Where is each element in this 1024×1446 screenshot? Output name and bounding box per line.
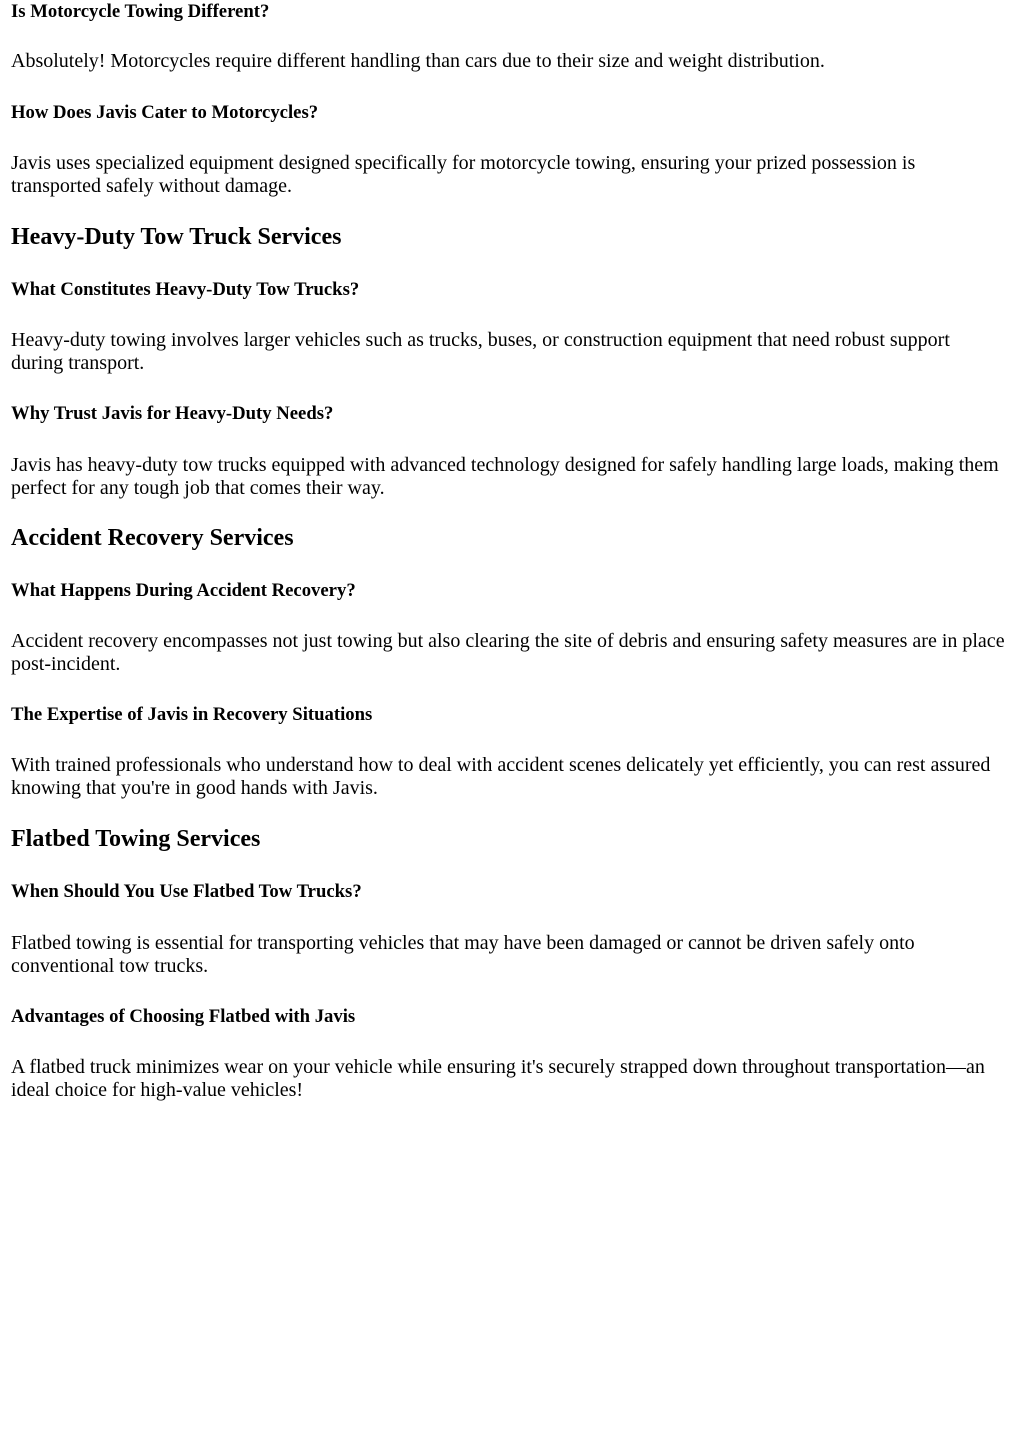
section-heading-flatbed: Flatbed Towing Services bbox=[11, 826, 261, 852]
answer-text-motorcycle-different: Absolutely! Motorcycles require different handling than cars due to their size and weight distribution. bbox=[11, 50, 825, 72]
question-heading-flatbed-when: When Should You Use Flatbed Tow Trucks? bbox=[11, 881, 362, 902]
answer-text-flatbed-advantages: A flatbed truck minimizes wear on your vehicle while ensuring it's securely strapped down throughout transportation—an ideal choice for high-value vehicles! bbox=[11, 1056, 985, 1101]
question-heading-heavy-duty-constitutes: What Constitutes Heavy-Duty Tow Trucks? bbox=[11, 279, 360, 300]
answer-text-accident-recovery: Accident recovery encompasses not just towing but also clearing the site of debris and ensuring safety measures are in place post-incident. bbox=[11, 630, 1005, 675]
question-heading-javis-expertise: The Expertise of Javis in Recovery Situations bbox=[11, 704, 373, 725]
answer-text-javis-motorcycles: Javis uses specialized equipment designed specifically for motorcycle towing, ensuring your prized possession is transported safely without damage. bbox=[11, 152, 916, 197]
question-heading-javis-motorcycles: How Does Javis Cater to Motorcycles? bbox=[11, 102, 319, 123]
question-heading-flatbed-advantages: Advantages of Choosing Flatbed with Javis bbox=[11, 1006, 356, 1027]
section-heading-accident-recovery: Accident Recovery Services bbox=[11, 525, 294, 551]
question-heading-accident-recovery: What Happens During Accident Recovery? bbox=[11, 580, 356, 601]
answer-text-trust-javis-heavy-duty: Javis has heavy-duty tow trucks equipped with advanced technology designed for safely handling large loads, making them perfect for any tough job that comes their way. bbox=[11, 454, 999, 499]
question-heading-trust-javis-heavy-duty: Why Trust Javis for Heavy-Duty Needs? bbox=[11, 403, 334, 424]
answer-text-heavy-duty-constitutes: Heavy-duty towing involves larger vehicles such as trucks, buses, or construction equipment that need robust support during transport. bbox=[11, 329, 950, 374]
answer-text-javis-expertise: With trained professionals who understand how to deal with accident scenes delicately yet efficiently, you can rest assured knowing that you're in good hands with Javis. bbox=[11, 754, 991, 799]
question-heading-motorcycle-different: Is Motorcycle Towing Different? bbox=[11, 1, 270, 22]
answer-text-flatbed-when: Flatbed towing is essential for transporting vehicles that may have been damaged or cannot be driven safely onto conventional tow trucks. bbox=[11, 932, 915, 977]
section-heading-heavy-duty: Heavy-Duty Tow Truck Services bbox=[11, 224, 342, 250]
